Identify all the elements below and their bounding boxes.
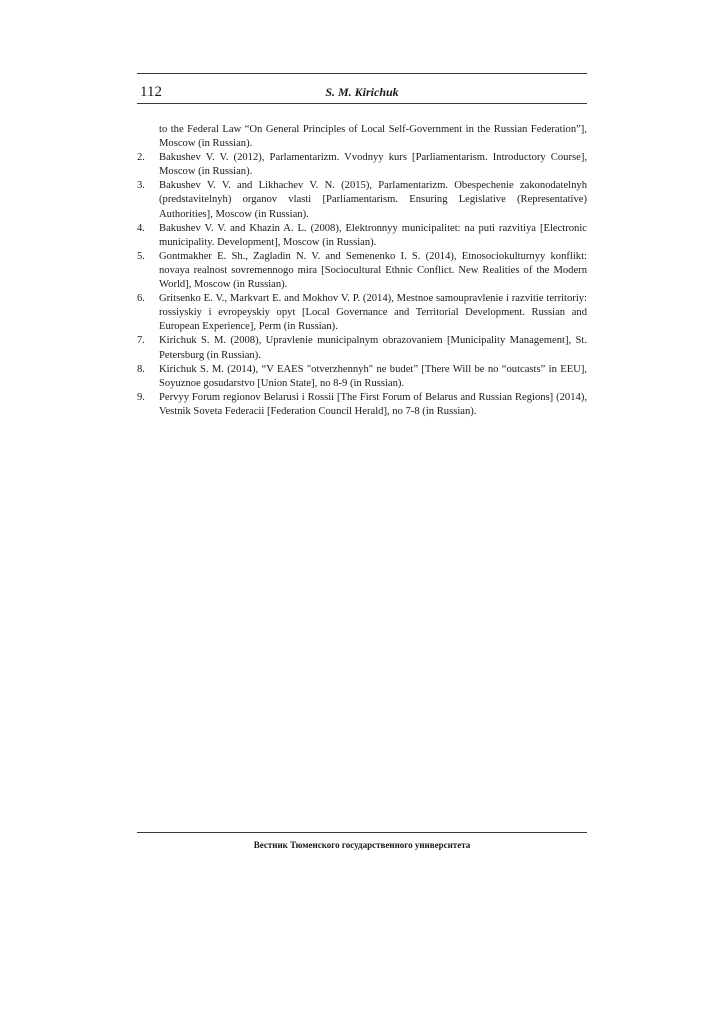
reference-number: 2. [137, 152, 145, 164]
reference-number: 3. [137, 180, 145, 192]
reference-item [137, 334, 587, 362]
journal-footer: Вестник Тюменского государственного университета [253, 840, 471, 850]
reference-list [137, 123, 587, 419]
reference-text: Bakushev V. V. and Likhachev V. N. (2015), Parlamentarizm. Obespechenie zakonodatelnyh (predstavitelnyh) organov vlasti [Parliamentarism. Ensuring Legislative (Representative) Authorities], Moscow (in Russian). [159, 180, 587, 220]
reference-item [137, 292, 587, 334]
header-bottom-rule [137, 103, 587, 104]
reference-text: Pervyy Forum regionov Belarusi i Rossii [The First Forum of Belarus and Russian Regions] (2014), Vestnik Soveta Federacii [Federation Council Herald], no 7-8 (in Russian). [159, 391, 587, 417]
reference-number: 8. [137, 363, 145, 375]
reference-text: to the Federal Law “On General Principles of Local Self-Government in the Russian Federation”], Moscow (in Russian). [159, 124, 587, 150]
reference-text: Kirichuk S. M. (2014), “V EAES "otverzhennyh" ne budet” [There Will be no “outcasts” in EEU], Soyuznoe gosudarstvo [Union State], no 8-9 (in Russian). [159, 363, 587, 389]
reference-item [137, 363, 587, 391]
reference-item [137, 222, 587, 250]
reference-number: 6. [137, 293, 145, 305]
header-top-rule [137, 73, 587, 74]
reference-text: Gritsenko E. V., Markvart E. and Mokhov V. P. (2014), Mestnoe samoupravlenie i razvitie territoriy: rossiyskiy i evropeyskiy opyt [Local Governance and Territorial Development. Russian and European Experience], Perm (in Russian). [159, 293, 587, 333]
reference-number: 7. [137, 335, 145, 347]
reference-item [137, 123, 587, 151]
reference-text: Bakushev V. V. and Khazin A. L. (2008), Elektronnyy municipalitet: na puti razvitiya [Electronic municipality. Development], Moscow (in Russian). [159, 222, 587, 248]
reference-text: Gontmakher E. Sh., Zagladin N. V. and Semenenko I. S. (2014), Etnosociokulturnyy konflikt: novaya realnost sovremennogo mira [Sociocultural Ethnic Conflict. New Realities of the Modern World], Moscow (in Russian). [159, 250, 587, 291]
footer-rule [137, 832, 587, 833]
reference-item [137, 250, 587, 292]
reference-number: 4. [137, 222, 145, 234]
reference-text: Bakushev V. V. (2012), Parlamentarizm. Vvodnyy kurs [Parliamentarism. Introductory Course], Moscow (in Russian). [159, 152, 587, 178]
running-head-author: S. M. Kirichuk [325, 85, 399, 99]
page-number: 112 [140, 84, 162, 100]
reference-number: 5. [137, 250, 145, 262]
reference-item [137, 391, 587, 419]
reference-text: Kirichuk S. M. (2008), Upravlenie municipalnym obrazovaniem [Municipality Management], St. Petersburg (in Russian). [159, 335, 587, 361]
reference-item [137, 179, 587, 221]
reference-number: 9. [137, 391, 145, 403]
reference-item [137, 151, 587, 179]
